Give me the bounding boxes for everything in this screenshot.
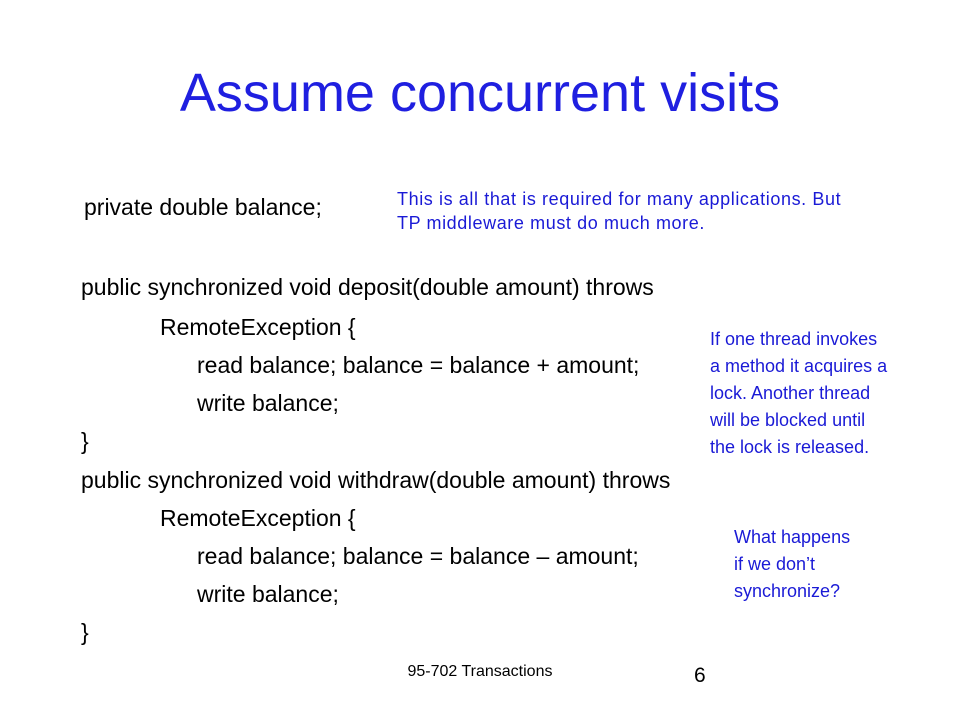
code-line-withdraw-write: write balance; xyxy=(197,581,339,607)
note-lock-line-1: If one thread invokes xyxy=(710,329,878,349)
slide-title: Assume concurrent visits xyxy=(179,63,781,123)
note-lock-line-5: the lock is released. xyxy=(710,437,870,457)
code-line-deposit-signature: public synchronized void deposit(double amount) throws xyxy=(81,274,654,300)
slide-footer: 95-702 Transactions xyxy=(407,663,553,680)
code-line-deposit-read: read balance; balance = balance + amount; xyxy=(197,352,640,378)
note-lock-line-4: will be blocked until xyxy=(710,410,866,430)
code-line-deposit-write: write balance; xyxy=(197,390,339,416)
note-question-line-3: synchronize? xyxy=(734,581,841,601)
note-question-line-1: What happens xyxy=(734,527,851,547)
note-lock-line-3: lock. Another thread xyxy=(710,383,871,403)
slide-page-number: 6 xyxy=(694,664,706,687)
code-line-withdraw-read: read balance; balance = balance – amount; xyxy=(197,543,639,569)
note-middleware-line-2: TP middleware must do much more. xyxy=(397,213,705,233)
code-line-withdraw-signature: public synchronized void withdraw(double amount) throws xyxy=(81,467,671,493)
code-line-deposit-close: } xyxy=(81,428,89,454)
code-line-withdraw-close: } xyxy=(81,619,89,645)
code-line-withdraw-exception: RemoteException { xyxy=(160,505,356,531)
note-lock-line-2: a method it acquires a xyxy=(710,356,888,376)
code-line-deposit-exception: RemoteException { xyxy=(160,314,356,340)
code-line-field-declaration: private double balance; xyxy=(84,194,322,220)
note-question-line-2: if we don’t xyxy=(734,554,816,574)
note-middleware-line-1: This is all that is required for many applications. But xyxy=(397,189,842,209)
